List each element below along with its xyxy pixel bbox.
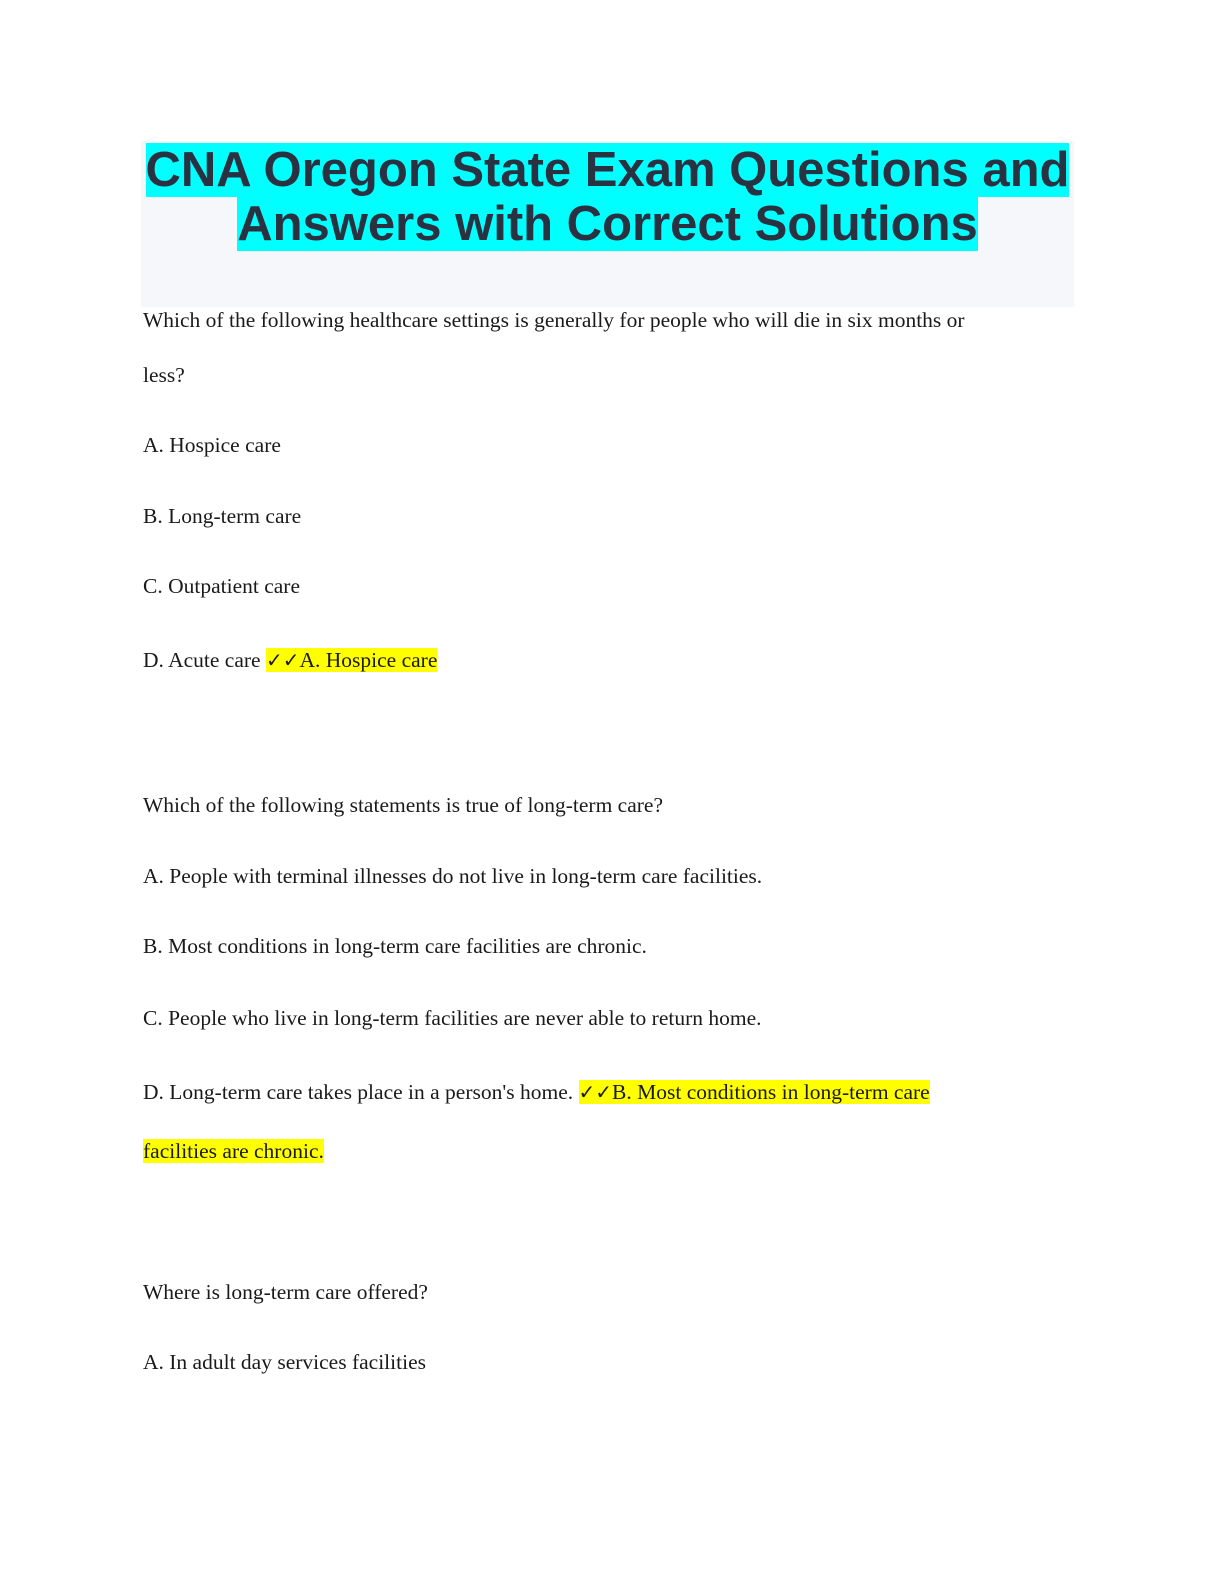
double-check-icon: ✓✓ (578, 1080, 613, 1104)
question-2-text-line-1: Which of the following statements is true of long-term care? (143, 793, 664, 817)
question-2-answer (579, 1080, 930, 1104)
question-2-answer-text-line-2: facilities are chronic. (143, 1139, 324, 1163)
question-1-option-b: B. Long-term care (143, 504, 302, 528)
question-2-option-a: A. People with terminal illnesses do not live in long-term care facilities. (143, 864, 763, 888)
question-1-text-line-1: Which of the following healthcare settings is generally for people who will die in six months or (143, 308, 965, 332)
question-1-answer-text: A. Hospice care (299, 648, 438, 672)
question-2-answer-line-2 (143, 1138, 324, 1164)
question-1-answer (266, 648, 437, 672)
question-2-option-c: C. People who live in long-term facilities are never able to return home. (143, 1006, 762, 1030)
page-title: CNA Oregon State Exam Questions and Answers with Correct Solutions (145, 143, 1070, 251)
question-1-option-a: A. Hospice care (143, 433, 281, 457)
question-2-option-d: D. Long-term care takes place in a person's home. (143, 1080, 574, 1104)
question-3-option-a: A. In adult day services facilities (143, 1350, 426, 1374)
double-check-icon: ✓✓ (265, 648, 300, 672)
question-2-answer-text-line-1: B. Most conditions in long-term care (612, 1080, 930, 1104)
question-1-option-c: C. Outpatient care (143, 574, 301, 598)
title-box (141, 141, 1074, 307)
question-2-option-d-line (143, 1079, 930, 1105)
question-2-option-b: B. Most conditions in long-term care facilities are chronic. (143, 934, 647, 958)
question-1-option-d-line (143, 647, 437, 673)
question-1-option-d: D. Acute care (143, 648, 261, 672)
question-3-text-line-1: Where is long-term care offered? (143, 1280, 428, 1304)
question-1-text-line-2: less? (143, 363, 185, 387)
